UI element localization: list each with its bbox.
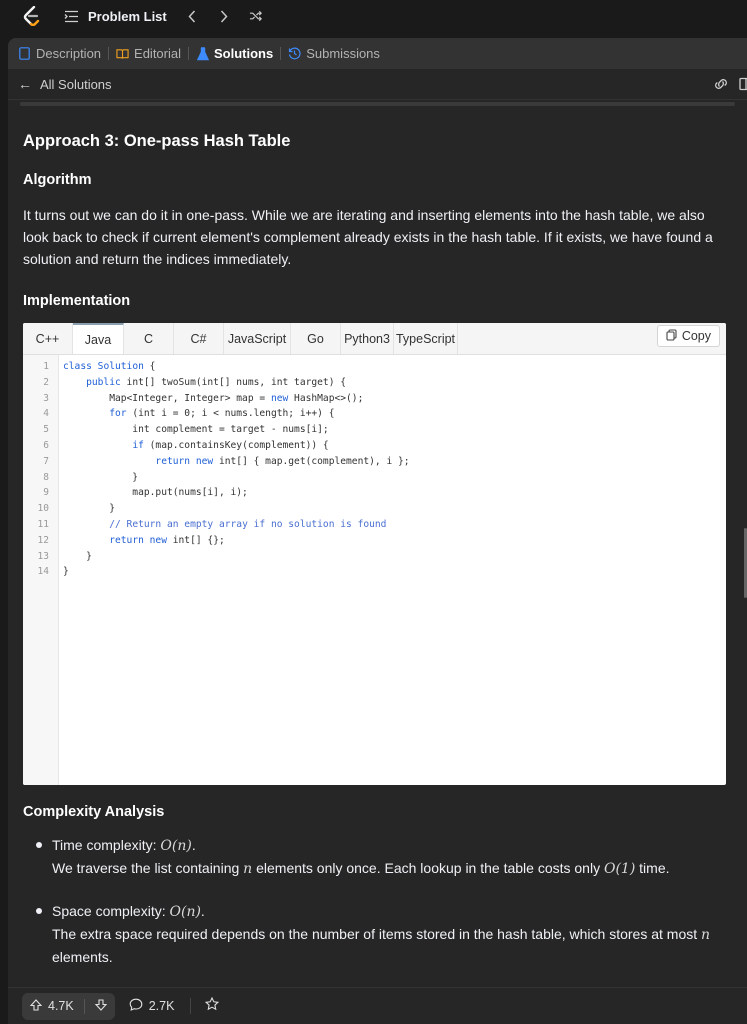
time-desc: We traverse the list containing <box>52 860 244 876</box>
code-lines <box>59 355 410 785</box>
tab-label: Submissions <box>306 46 380 61</box>
lang-tab-java[interactable]: Java <box>73 323 124 354</box>
lang-tab-javascript[interactable]: JavaScript <box>224 323 291 354</box>
code-line: } <box>63 550 92 562</box>
tab-submissions[interactable] <box>288 46 380 61</box>
solution-footer <box>8 987 747 1024</box>
tab-label: Editorial <box>134 46 181 61</box>
all-solutions-link[interactable]: All Solutions <box>40 76 112 92</box>
lang-tab-csharp[interactable]: C# <box>174 323 224 354</box>
book-icon <box>116 47 129 60</box>
line-number: 14 <box>37 566 49 578</box>
line-number: 8 <box>43 471 49 483</box>
line-number: 5 <box>43 424 49 436</box>
space-desc: elements. <box>52 949 113 965</box>
shuffle-icon[interactable] <box>249 9 263 23</box>
arrow-left-icon[interactable]: ← <box>18 76 32 92</box>
code-line: for (int i = 0; i < nums.length; i++) { <box>109 408 335 420</box>
complexity-list <box>23 834 733 968</box>
list-item-space: Space complexity: O(n). The extra space required depends on the number of items stored in the hash table, which stores at most n elements. <box>23 900 733 968</box>
tab-editorial[interactable] <box>116 46 181 61</box>
approach-title: Approach 3: One-pass Hash Table <box>23 132 291 150</box>
line-number: 6 <box>43 439 49 451</box>
problem-list-icon[interactable] <box>64 8 80 24</box>
code-line: Map<Integer, Integer> map = new HashMap<>(); <box>63 392 364 404</box>
code-line: return new int[] { map.get(complement), i }; <box>155 455 410 467</box>
expand-icon[interactable] <box>739 77 747 94</box>
problem-list-label[interactable]: Problem List <box>88 8 167 24</box>
history-icon <box>288 47 301 60</box>
line-number: 7 <box>43 455 49 467</box>
code-line: public int[] twoSum(int[] nums, int target) { <box>86 376 347 388</box>
tab-description[interactable] <box>18 46 101 61</box>
line-number-gutter <box>23 355 59 785</box>
comment-count: 2.7K <box>148 999 175 1013</box>
copy-button[interactable] <box>657 325 720 347</box>
downvote-arrow-icon <box>95 999 107 1014</box>
star-icon <box>205 997 219 1016</box>
code-line: // Return an empty array if no solution is found <box>109 518 387 530</box>
link-icon[interactable] <box>713 77 729 94</box>
math-n: n <box>701 927 711 943</box>
implementation-heading: Implementation <box>23 293 131 309</box>
line-number: 11 <box>37 518 49 530</box>
time-desc: time. <box>635 860 670 876</box>
upvote-button[interactable] <box>30 999 74 1014</box>
chevron-left-icon[interactable] <box>185 9 199 23</box>
lang-tab-typescript[interactable]: TypeScript <box>394 323 458 354</box>
tab-divider <box>280 47 281 60</box>
solution-subbar <box>8 69 747 100</box>
panel-tabs <box>8 38 747 69</box>
code-line: map.put(nums[i], i); <box>63 487 248 499</box>
line-number: 12 <box>37 534 49 546</box>
time-desc: elements only once. Each lookup in the table costs only <box>252 860 604 876</box>
code-line: return new int[] {}; <box>109 534 225 546</box>
line-number: 9 <box>43 487 49 499</box>
algorithm-text: It turns out we can do it in one-pass. While we are iterating and inserting elements into the hash table, we also look back to check if current element's complement already exists in the hash table. If it exists, we have found a solution and return the indices immediately. <box>23 207 713 267</box>
line-number: 13 <box>37 550 49 562</box>
chevron-right-icon[interactable] <box>217 9 231 23</box>
description-icon <box>18 47 31 60</box>
footer-divider <box>190 998 191 1014</box>
algorithm-heading: Algorithm <box>23 172 92 188</box>
math-n: n <box>243 861 253 877</box>
list-item-time: Time complexity: O(n). We traverse the list containing n elements only once. Each lookup in the table costs only O(1) time. <box>23 834 733 880</box>
complexity-section <box>23 804 733 988</box>
code-editor[interactable] <box>23 355 726 785</box>
leetcode-logo-icon[interactable] <box>22 6 42 26</box>
code-line: if (map.containsKey(complement)) { <box>132 439 329 451</box>
top-navigation-bar <box>0 0 747 32</box>
language-tabs <box>23 323 726 355</box>
comment-icon <box>129 998 143 1014</box>
line-number: 4 <box>43 408 49 420</box>
flask-icon <box>196 47 209 60</box>
copy-label: Copy <box>681 329 711 343</box>
upvote-count: 4.7K <box>48 999 74 1013</box>
tab-divider <box>188 47 189 60</box>
line-number: 1 <box>43 361 49 372</box>
article-content <box>8 132 747 309</box>
tab-divider <box>108 47 109 60</box>
lang-tab-cpp[interactable]: C++ <box>23 323 73 354</box>
content-divider <box>20 102 735 106</box>
line-number: 2 <box>43 376 49 388</box>
lang-tab-c[interactable]: C <box>124 323 174 354</box>
time-label: Time complexity: <box>52 837 161 853</box>
vote-group <box>22 993 115 1020</box>
solution-panel <box>8 38 747 1024</box>
tab-label: Solutions <box>214 46 274 61</box>
complexity-heading: Complexity Analysis <box>23 804 165 820</box>
code-line: } <box>63 566 69 578</box>
favorite-button[interactable] <box>205 997 219 1016</box>
space-label: Space complexity: <box>52 903 170 919</box>
subbar-actions <box>713 77 747 94</box>
clipboard-icon <box>666 329 677 344</box>
time-value: O(n) <box>160 838 192 854</box>
tab-solutions[interactable] <box>196 46 273 61</box>
code-line: class Solution { <box>63 361 156 372</box>
code-line: } <box>63 503 115 515</box>
thumbs-up-arrow-icon <box>30 999 42 1014</box>
code-block <box>23 323 726 785</box>
code-line: } <box>63 471 139 483</box>
math-o1: O(1) <box>603 861 636 877</box>
space-desc: The extra space required depends on the number of items stored in the hash table, which stores at most <box>52 926 702 942</box>
tab-label: Description <box>36 46 102 61</box>
code-line: int complement = target - nums[i]; <box>63 424 329 436</box>
comments-button[interactable] <box>129 998 175 1014</box>
line-number: 3 <box>43 392 49 404</box>
downvote-button[interactable] <box>84 999 107 1014</box>
lang-tab-python3[interactable]: Python3 <box>341 323 394 354</box>
line-number: 10 <box>37 503 49 515</box>
lang-tab-go[interactable]: Go <box>291 323 341 354</box>
space-value: O(n) <box>169 904 201 920</box>
